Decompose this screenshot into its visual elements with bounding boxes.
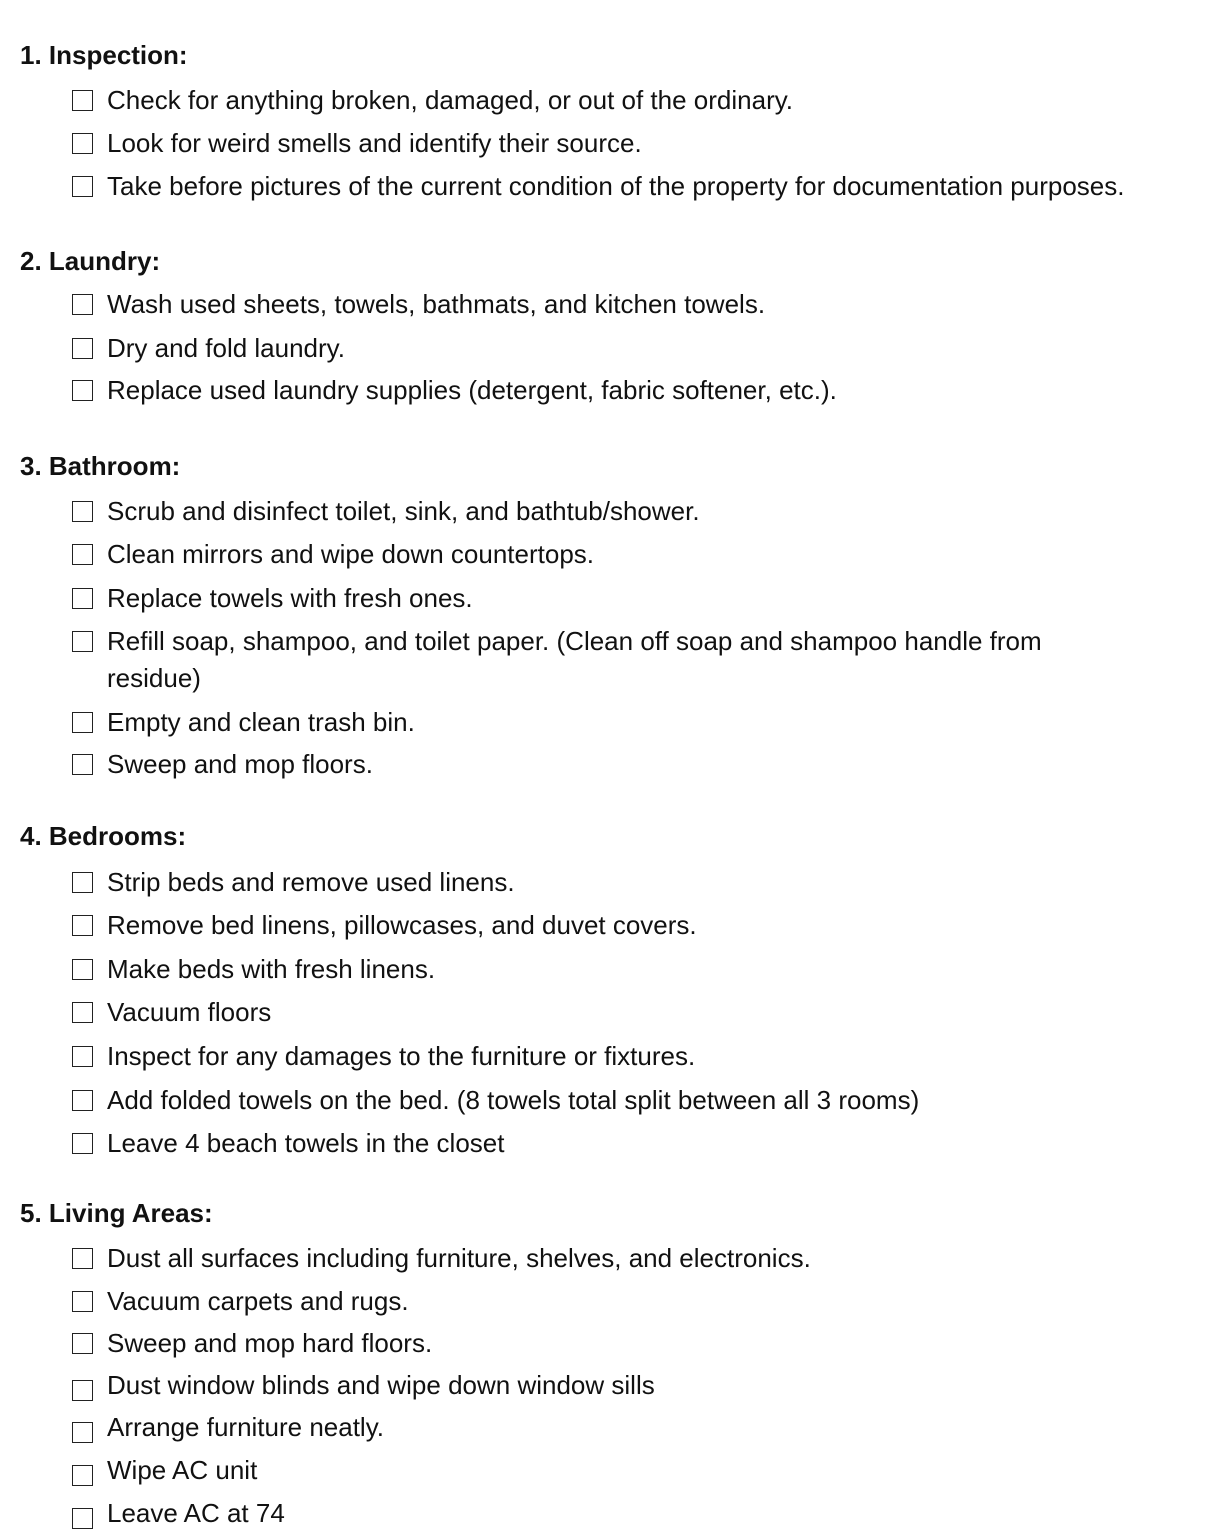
section-heading-living-areas: 5. Living Areas: <box>20 1198 213 1228</box>
checklist-item-label: Scrub and disinfect toilet, sink, and bathtub/shower. <box>107 496 700 526</box>
checkbox[interactable] <box>72 1133 93 1154</box>
checklist-item-label: Inspect for any damages to the furniture or fixtures. <box>107 1041 696 1071</box>
checklist-item[interactable] <box>72 290 1202 323</box>
checklist-item[interactable] <box>72 955 1202 988</box>
checkbox[interactable] <box>72 1333 93 1354</box>
checkbox[interactable] <box>72 1422 93 1443</box>
checklist-item[interactable] <box>72 1371 1202 1404</box>
checklist-item-label: Add folded towels on the bed. (8 towels total split between all 3 rooms) <box>107 1085 920 1115</box>
checklist-item-label: Sweep and mop floors. <box>107 749 373 779</box>
checklist-item-label: Clean mirrors and wipe down countertops. <box>107 539 595 569</box>
checkbox[interactable] <box>72 544 93 565</box>
checklist-item[interactable] <box>72 1086 1202 1119</box>
checkbox[interactable] <box>72 1291 93 1312</box>
checkbox[interactable] <box>72 754 93 775</box>
checklist-item-label: Empty and clean trash bin. <box>107 707 415 737</box>
checklist-item[interactable] <box>72 584 1202 617</box>
checklist-item-label: Wipe AC unit <box>107 1455 258 1485</box>
section-heading-bedrooms: 4. Bedrooms: <box>20 821 187 851</box>
checkbox[interactable] <box>72 1046 93 1067</box>
checklist-item[interactable] <box>72 911 1202 944</box>
checklist-item-label: Dust window blinds and wipe down window sills <box>107 1370 655 1400</box>
checklist-item-label: Wash used sheets, towels, bathmats, and kitchen towels. <box>107 289 766 319</box>
checkbox[interactable] <box>72 1002 93 1023</box>
checklist-item-label: Sweep and mop hard floors. <box>107 1328 433 1358</box>
checkbox[interactable] <box>72 380 93 401</box>
checklist-item[interactable] <box>72 540 1202 573</box>
checklist-item-label: Dry and fold laundry. <box>107 333 345 363</box>
checkbox[interactable] <box>72 90 93 111</box>
section-heading-inspection: 1. Inspection: <box>20 40 188 70</box>
checkbox[interactable] <box>72 1380 93 1401</box>
checkbox[interactable] <box>72 1248 93 1269</box>
checklist-item[interactable] <box>72 86 1202 119</box>
checklist-item[interactable] <box>72 376 1202 409</box>
checklist-item-label: Take before pictures of the current condition of the property for documentation purposes. <box>107 171 1125 201</box>
checklist-item[interactable] <box>72 1287 1202 1320</box>
section-heading-laundry: 2. Laundry: <box>20 246 161 276</box>
checklist-item-label: Look for weird smells and identify their source. <box>107 128 642 158</box>
checklist-item-label: Vacuum floors <box>107 997 272 1027</box>
checklist-item[interactable] <box>72 708 1202 741</box>
checklist-item[interactable] <box>72 750 1202 783</box>
checklist-item-label: Vacuum carpets and rugs. <box>107 1286 409 1316</box>
checklist-item[interactable] <box>72 1456 1202 1489</box>
checkbox[interactable] <box>72 1508 93 1529</box>
checkbox[interactable] <box>72 959 93 980</box>
checklist-item[interactable] <box>72 172 1202 205</box>
checkbox[interactable] <box>72 631 93 652</box>
checklist-item-label: Replace towels with fresh ones. <box>107 583 473 613</box>
checkbox[interactable] <box>72 1090 93 1111</box>
checklist-item-label: Replace used laundry supplies (detergent, fabric softener, etc.). <box>107 375 837 405</box>
checkbox[interactable] <box>72 588 93 609</box>
checklist-item-label: Remove bed linens, pillowcases, and duvet covers. <box>107 910 697 940</box>
checklist-item[interactable] <box>72 497 1202 530</box>
checklist-item-label: Leave AC at 74 <box>107 1498 285 1528</box>
checkbox[interactable] <box>72 133 93 154</box>
checkbox[interactable] <box>72 872 93 893</box>
checklist-item[interactable] <box>72 627 1132 697</box>
checklist-item[interactable] <box>72 1499 1202 1532</box>
checklist-item[interactable] <box>72 998 1202 1031</box>
checkbox[interactable] <box>72 176 93 197</box>
checkbox[interactable] <box>72 915 93 936</box>
checklist-item-label: Refill soap, shampoo, and toilet paper. (Clean off soap and shampoo handle from residue) <box>107 626 1042 693</box>
checklist-item[interactable] <box>72 129 1202 162</box>
checklist-item[interactable] <box>72 334 1202 367</box>
checkbox[interactable] <box>72 294 93 315</box>
checklist-item[interactable] <box>72 868 1202 901</box>
checkbox[interactable] <box>72 1465 93 1486</box>
checklist-item-label: Check for anything broken, damaged, or out of the ordinary. <box>107 85 794 115</box>
checklist-item-label: Leave 4 beach towels in the closet <box>107 1128 505 1158</box>
section-heading-bathroom: 3. Bathroom: <box>20 451 181 481</box>
checklist-item[interactable] <box>72 1244 1202 1277</box>
checklist-item-label: Strip beds and remove used linens. <box>107 867 515 897</box>
checkbox[interactable] <box>72 338 93 359</box>
checklist-item[interactable] <box>72 1042 1202 1075</box>
checklist-item-label: Arrange furniture neatly. <box>107 1412 384 1442</box>
checklist-item[interactable] <box>72 1329 1202 1362</box>
checklist-item[interactable] <box>72 1413 1202 1446</box>
checklist-item-label: Dust all surfaces including furniture, shelves, and electronics. <box>107 1243 811 1273</box>
checklist-item[interactable] <box>72 1129 1202 1162</box>
checkbox[interactable] <box>72 712 93 733</box>
checklist-item-label: Make beds with fresh linens. <box>107 954 436 984</box>
checkbox[interactable] <box>72 501 93 522</box>
